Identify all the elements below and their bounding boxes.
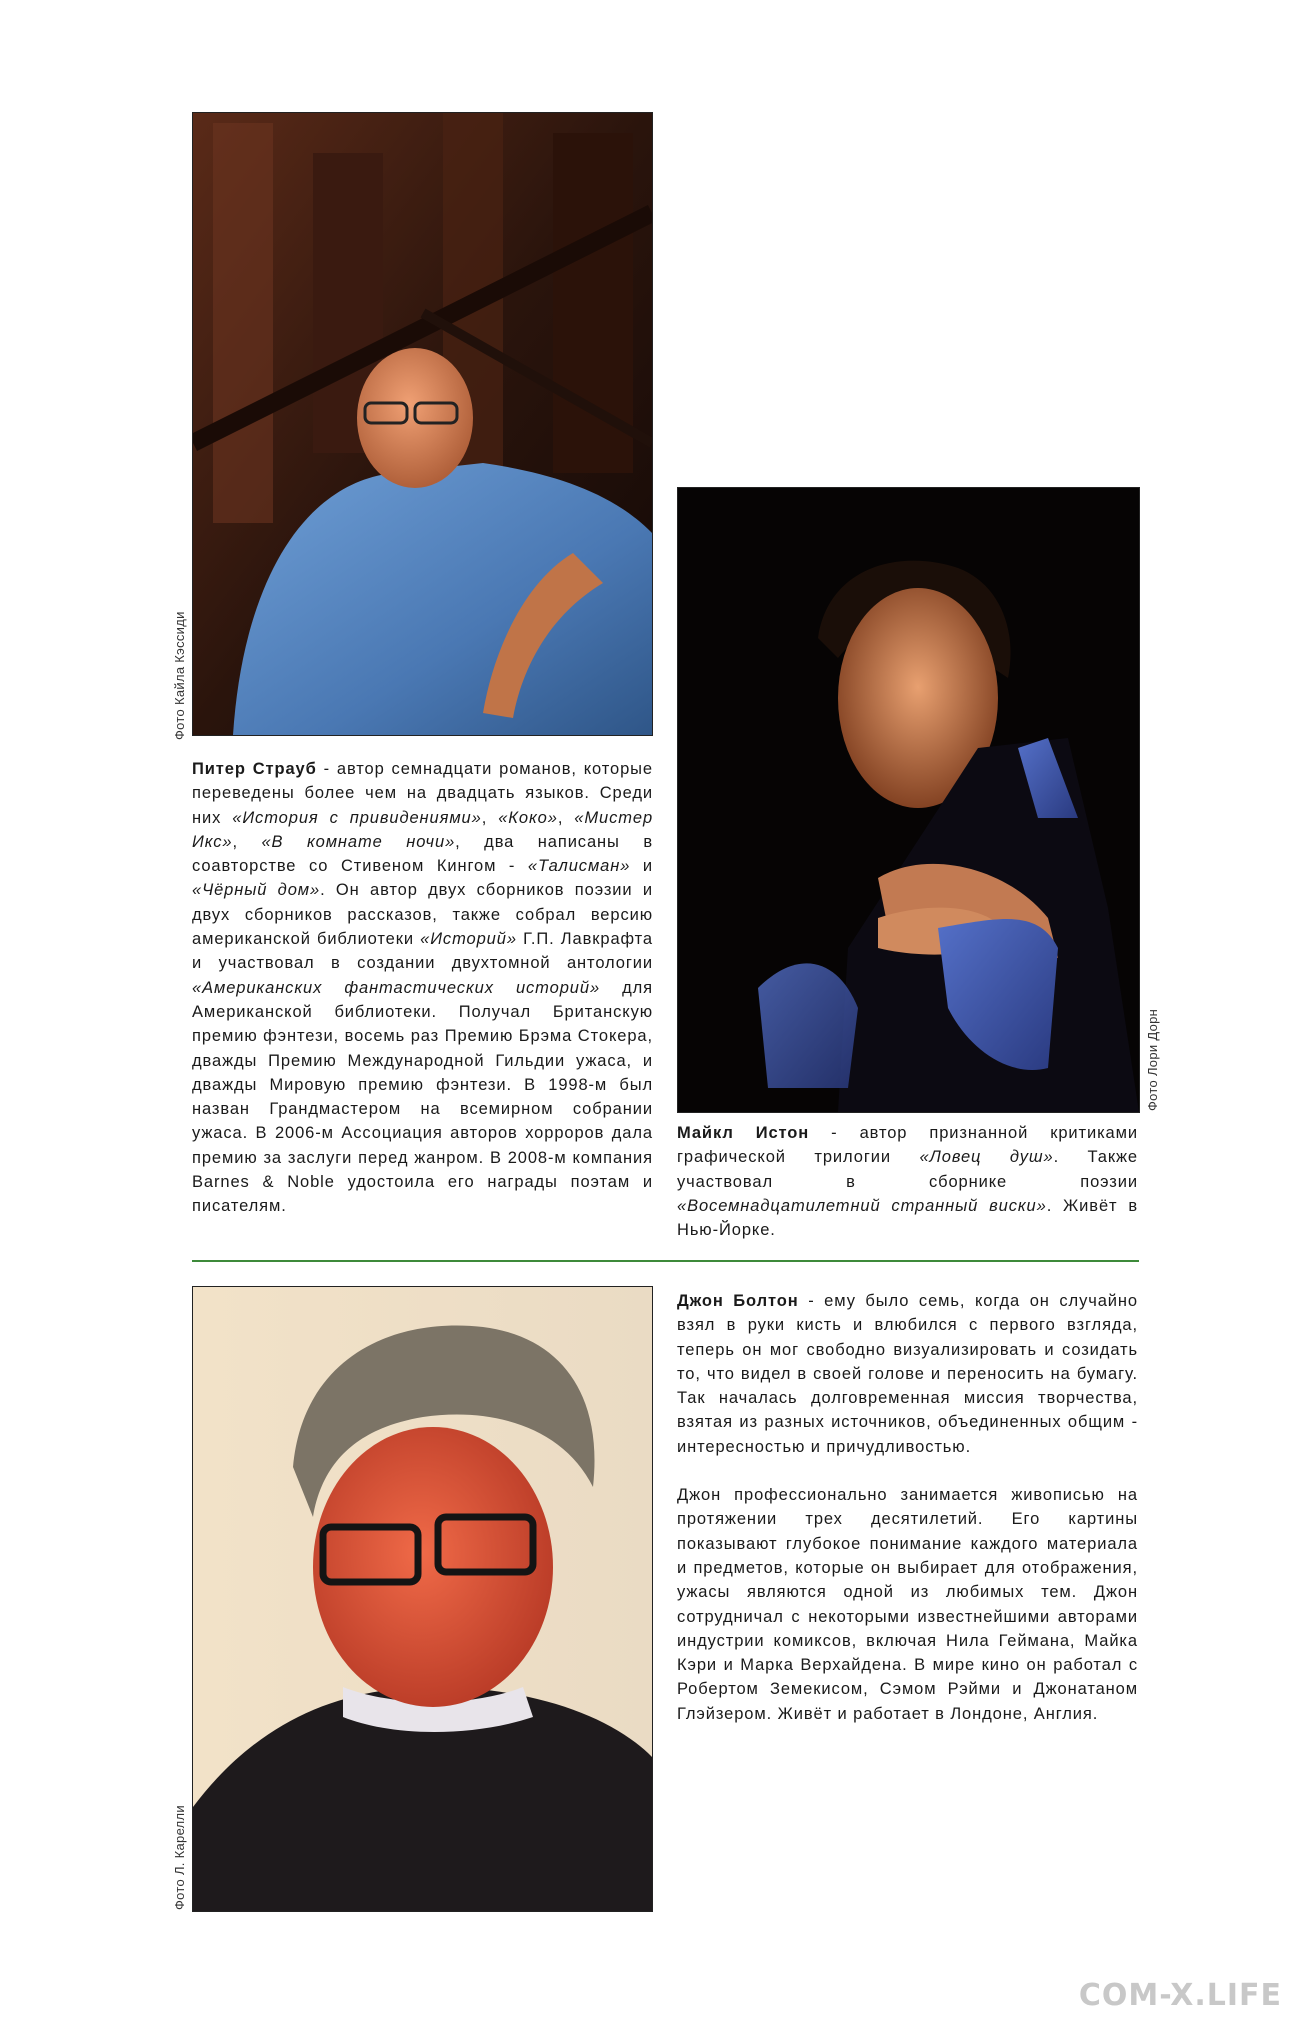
work-title: «Коко» [498, 808, 558, 827]
work-title: «Историй» [420, 930, 517, 949]
bio-text: для Американской библиотеки. Получал Британскую премию фэнтези, восемь раз Премию Брэма Стокера, дважды Премию Международной Гильдии ужаса, и дважды Мировую премию фэнтези. В 1998-м был назван Грандмастером на всемирном собрании ужаса. В 2006-м Ассоциация авторов хорроров дала премию за заслуги перед жанром. В 2008-м компания Barnes & Noble удостоила его награды поэтам и писателям. [192, 978, 654, 1216]
bio-text: - автор признанной критиками графической трилогии [677, 1124, 1138, 1167]
bio-john-bolton [677, 1289, 1138, 1726]
bio-text: . Также участвовал в сборнике поэзии [677, 1148, 1138, 1191]
photo-michael-easton [677, 487, 1140, 1113]
bio-text: Джон профессионально занимается живописью на протяжении трех десятилетий. Его картины показывают глубокое понимание каждого материала и предметов, которые он выбирает для отображения, ужасы являются одной из любимых тем. Джон сотрудничал с некоторыми известнейшими авторами индустрии комиксов, включая Нила Геймана, Майка Кэри и Марка Верхайдена. В мире кино он работал с Робертом Земекисом, Сэмом Рэйми и Джонатаном Глэйзером. Живёт и работает в Лондоне, Англия. [677, 1486, 1138, 1723]
bio-michael-easton [677, 1121, 1138, 1242]
work-title: «Мистер Икс» [192, 808, 654, 851]
photo-credit-easton: Фото Лори Дорн [1145, 1008, 1160, 1111]
section-divider [192, 1260, 1139, 1262]
work-title: «Ловец душ» [919, 1148, 1054, 1167]
watermark: COM-X.LIFE [1078, 1978, 1282, 2013]
bio-text: , [232, 832, 262, 851]
work-title: «В комнате ночи» [261, 832, 456, 851]
bio-text: , [557, 808, 575, 827]
bio-text: , [481, 808, 499, 827]
bio-text: , два написаны в соавторстве со Стивеном Кингом - [192, 832, 653, 876]
bio-text: . Живёт в Нью-Йорке. [677, 1196, 1138, 1240]
photo-john-bolton [192, 1286, 653, 1912]
work-title: «Американских фантастических историй» [192, 978, 601, 997]
bio-name: Джон Болтон [677, 1292, 799, 1310]
bio-peter-straub [192, 757, 653, 1219]
bio-text: - автор семнадцати романов, которые переведены более чем на двадцать языков. Среди них [192, 760, 653, 827]
bio-text: . Он автор двух сборников поэзии и двух сборников рассказов, также собрал версию американской библиотеки [192, 881, 653, 949]
photo-credit-straub: Фото Кайла Кэссиди [172, 611, 187, 740]
bio-name: Питер Страуб [192, 760, 317, 778]
photo-peter-straub [192, 112, 653, 736]
bio-name: Майкл Истон [677, 1124, 810, 1142]
work-title: «Чёрный дом» [192, 881, 321, 900]
bio-text: - ему было семь, когда он случайно взял в руки кисть и влюбился с первого взгляда, теперь он мог свободно визуализировать и созидать то, что видел в своей голове и переносить на бумагу. Так началась долговременная миссия творчества, взятая из разных источников, объединенных общим - интересностью и причудливостью. [677, 1292, 1138, 1456]
bio-text: и [630, 857, 653, 876]
work-title: «История с привидениями» [232, 808, 482, 827]
photo-credit-bolton: Фото Л. Карелли [172, 1805, 187, 1910]
bio-text: Г.П. Лавкрафта и участвовал в создании двухтомной антологии [192, 930, 653, 973]
work-title: «Талисман» [527, 857, 631, 876]
work-title: «Восемнадцатилетний странный виски» [677, 1196, 1047, 1215]
